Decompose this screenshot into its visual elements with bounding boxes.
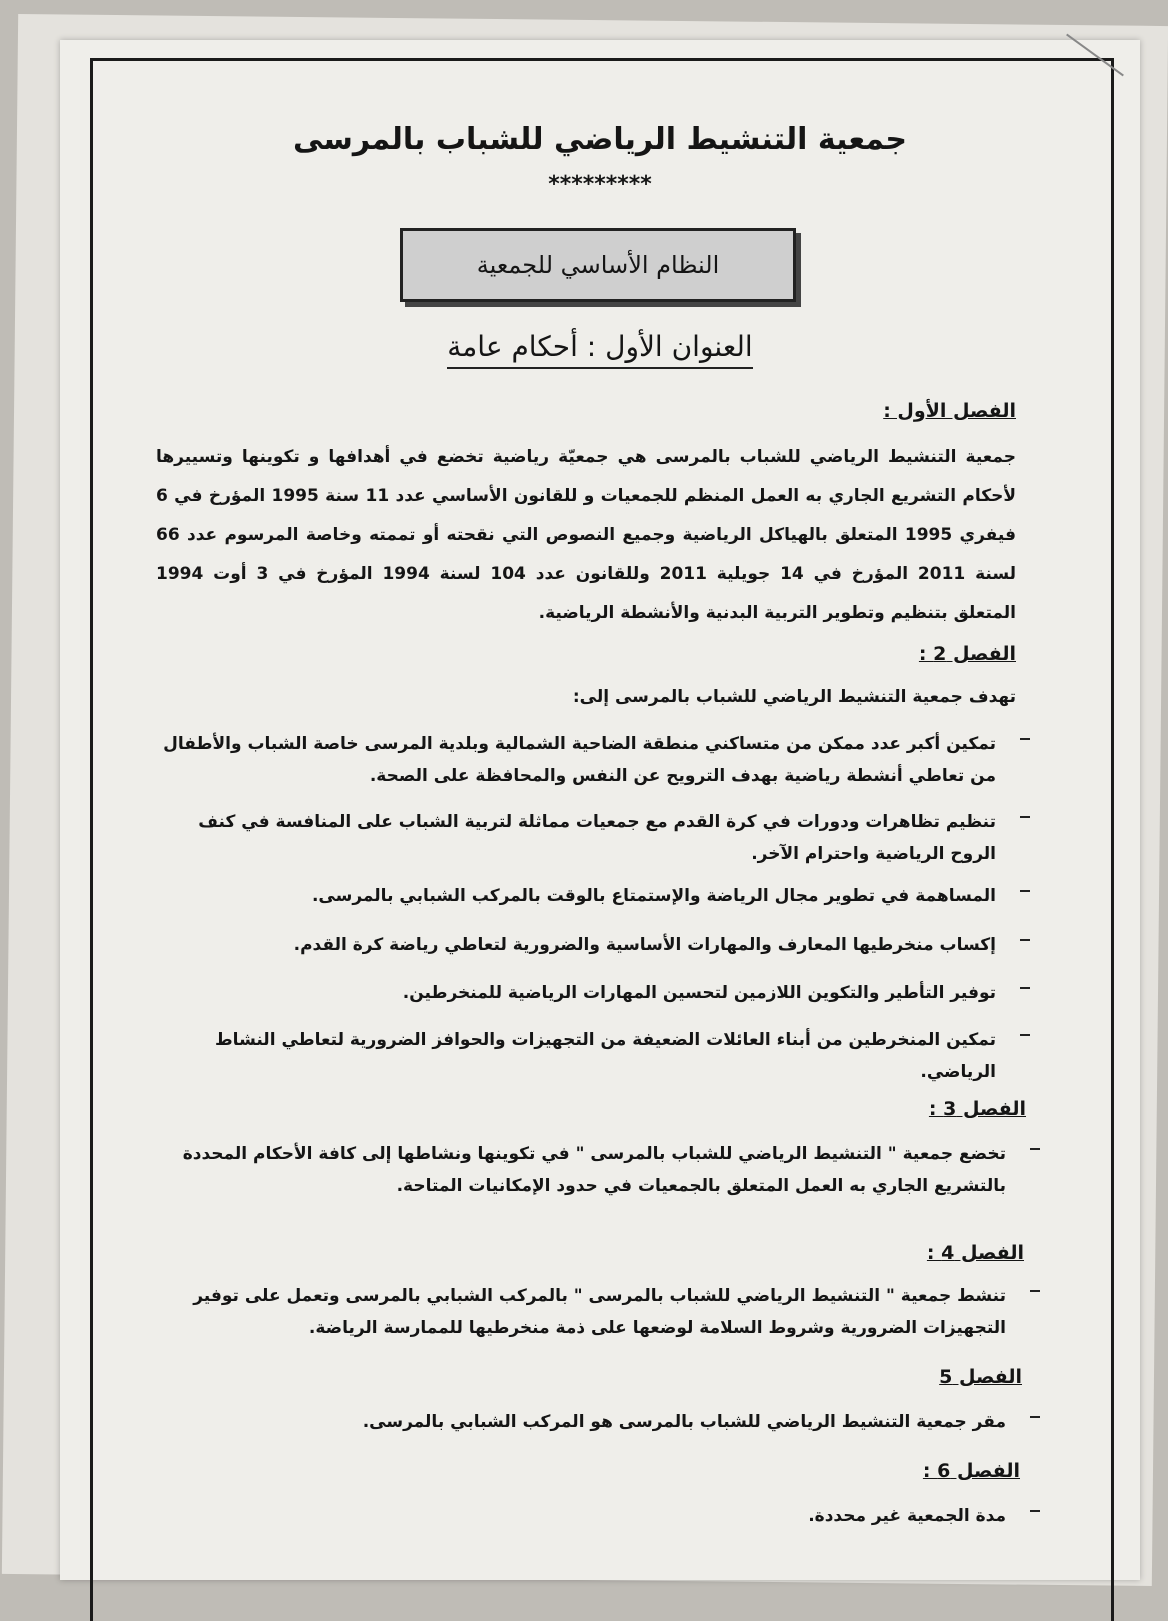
bullet-dash bbox=[1020, 816, 1030, 818]
item-text: تنظيم تظاهرات ودورات في كرة القدم مع جمعيات مماثلة لتربية الشباب على المنافسة في كنف الروح الرياضية واحترام الآخر. bbox=[198, 812, 996, 864]
bullet-dash bbox=[1020, 738, 1030, 740]
chapter-2-item bbox=[150, 1024, 1030, 1088]
bullet-dash bbox=[1020, 987, 1030, 989]
bullet-dash bbox=[1030, 1416, 1040, 1418]
bullet-dash bbox=[1020, 1034, 1030, 1036]
bullet-dash bbox=[1020, 939, 1030, 941]
item-text: تمكين أكبر عدد ممكن من متساكني منطقة الضاحية الشمالية وبلدية المرسى خاصة الشباب والأطفال من تعاطي أنشطة رياضية بهدف الترويح عن النفس والمحافظة على الصحة. bbox=[163, 734, 996, 786]
bullet-dash bbox=[1030, 1290, 1040, 1292]
chapter-1-heading: الفصل الأول : bbox=[883, 400, 1016, 422]
part-title-text: العنوان الأول : أحكام عامة bbox=[447, 330, 752, 369]
chapter-5-heading: الفصل 5 bbox=[939, 1366, 1022, 1388]
chapter-2-item bbox=[150, 929, 1030, 961]
chapter-1-paragraph: جمعية التنشيط الرياضي للشباب بالمرسى هي جمعيّة رياضية تخضع في أهدافها و تكوينها وتسييرها لأحكام التشريع الجاري به العمل المنظم للجمعيات و للقانون الأساسي عدد 11 سنة 1995 المؤرخ في 6 فيفري 1995 المتعلق بالهياكل الرياضية وجميع النصوص التي نقحته أو تممته وخاصة المرسوم عدد 66 لسنة 2011 المؤرخ في 14 جويلية 2011 وللقانون عدد 104 لسنة 1994 المؤرخ في 3 أوت 1994 المتعلق بتنظيم وتطوير التربية البدنية والأنشطة الرياضية. bbox=[156, 447, 1016, 623]
chapter-2-item bbox=[150, 977, 1030, 1009]
item-text: المساهمة في تطوير مجال الرياضة والإستمتاع بالوقت بالمركب الشبابي بالمرسى. bbox=[311, 886, 996, 906]
statute-title: النظام الأساسي للجمعية bbox=[476, 251, 720, 279]
bullet-dash bbox=[1030, 1510, 1040, 1512]
chapter-2-item bbox=[150, 728, 1030, 792]
separator-stars: ********* bbox=[548, 172, 652, 197]
chapter-6-item bbox=[160, 1500, 1040, 1532]
chapter-2-item bbox=[150, 806, 1030, 870]
statute-title-box bbox=[400, 228, 796, 302]
chapter-2-item bbox=[150, 880, 1030, 912]
chapter-6-heading: الفصل 6 : bbox=[922, 1460, 1020, 1482]
chapter-2-intro: تهدف جمعية التنشيط الرياضي للشباب بالمرسى إلى: bbox=[572, 687, 1016, 707]
part-title bbox=[60, 330, 1140, 363]
item-text: مدة الجمعية غير محددة. bbox=[808, 1506, 1006, 1526]
item-text: إكساب منخرطيها المعارف والمهارات الأساسية والضرورية لتعاطي رياضة كرة القدم. bbox=[293, 935, 996, 955]
bullet-dash bbox=[1020, 890, 1030, 892]
chapter-4-item bbox=[160, 1280, 1040, 1344]
document-page bbox=[60, 40, 1140, 1580]
chapter-3-item bbox=[160, 1138, 1040, 1202]
chapter-3-heading: الفصل 3 : bbox=[928, 1098, 1026, 1120]
organization-title: جمعية التنشيط الرياضي للشباب بالمرسى bbox=[292, 122, 908, 157]
item-text: تخضع جمعية " التنشيط الرياضي للشباب بالمرسى " في تكوينها ونشاطها إلى كافة الأحكام المحددة بالتشريع الجاري به العمل المتعلق بالجمعيات في حدود الإمكانيات المتاحة. bbox=[182, 1144, 1006, 1196]
item-text: تنشط جمعية " التنشيط الرياضي للشباب بالمرسى " بالمركب الشبابي بالمرسى وتعمل على توفير التجهيزات الضرورية وشروط السلامة لوضعها على ذمة منخرطيها للممارسة الرياضة. bbox=[193, 1286, 1006, 1338]
item-text: توفير التأطير والتكوين اللازمين لتحسين المهارات الرياضية للمنخرطين. bbox=[402, 983, 996, 1003]
chapter-5-item bbox=[160, 1406, 1040, 1438]
document-content bbox=[60, 40, 1140, 1580]
item-text: مقر جمعية التنشيط الرياضي للشباب بالمرسى هو المركب الشبابي بالمرسى. bbox=[362, 1412, 1006, 1432]
bullet-dash bbox=[1030, 1148, 1040, 1150]
chapter-4-heading: الفصل 4 : bbox=[926, 1242, 1024, 1264]
item-text: تمكين المنخرطين من أبناء العائلات الضعيفة من التجهيزات والحوافز الضرورية لتعاطي النشاط الرياضي. bbox=[215, 1030, 996, 1082]
chapter-2-heading: الفصل 2 : bbox=[918, 643, 1016, 665]
